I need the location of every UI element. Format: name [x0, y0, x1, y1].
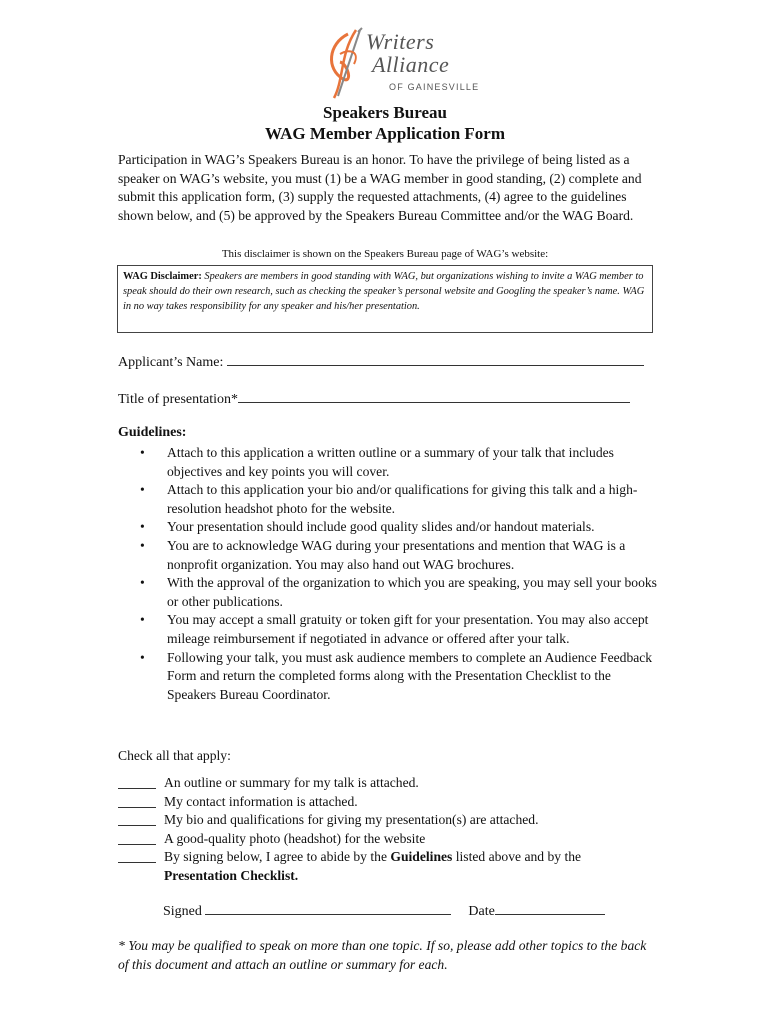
presentation-title-label: Title of presentation*	[118, 392, 239, 407]
list-item: • Attach to this application your bio and/or qualifications for giving this talk and a high-resolution headshot photo for the website.	[140, 482, 638, 516]
check-blank[interactable]	[118, 788, 156, 789]
footnote: * You may be qualified to speak on more than one topic. If so, please add other topics to the back of this document and attach an outline or summary for each.	[118, 938, 647, 972]
checklist-item: My bio and qualifications for giving my presentation(s) are attached.	[118, 811, 658, 830]
checklist-heading: Check all that apply:	[118, 748, 231, 763]
disclaimer-note: This disclaimer is shown on the Speakers Bureau page of WAG’s website:	[221, 248, 549, 260]
checklist-item-agree: By signing below, I agree to abide by the Guidelines listed above and by the Presentation Checklist.	[118, 848, 658, 885]
bullet-icon: •	[140, 612, 145, 628]
checklist-item: A good-quality photo (headshot) for the website	[118, 830, 658, 849]
intro-paragraph: Participation in WAG’s Speakers Bureau is an honor. To have the privilege of being listed as a speaker on WAG’s website, you must (1) be a WAG member in good standing, (2) complete and submit this application form, (3) supply the requested attachments, (4) agree to the guidelines shown below, and (5) be approved by the Speakers Bureau Committee and/or the WAG Board.	[118, 152, 642, 223]
applicant-name-row	[118, 352, 644, 371]
check-blank[interactable]	[118, 807, 156, 808]
list-item: • You are to acknowledge WAG during your presentations and mention that WAG is a nonprofit organization. You may also hand out WAG brochures.	[140, 537, 626, 572]
list-item: • Your presentation should include good quality slides and/or handout materials.	[140, 518, 660, 537]
bullet-icon: •	[140, 482, 145, 498]
check-blank[interactable]	[118, 844, 156, 845]
date-label: Date	[468, 904, 495, 919]
date-field[interactable]	[495, 901, 605, 915]
bullet-icon: •	[140, 649, 145, 665]
disclaimer-text: Speakers are members in good standing with WAG, but organizations wishing to invite a WAG member to speak should do their own research, such as checking the speaker’s personal website and Googling the speaker’s name. WAG in no way takes responsibility for any speaker and his/her presentation.	[123, 271, 645, 313]
applicant-name-label: Applicant’s Name:	[118, 355, 224, 370]
checklist-item: My contact information is attached.	[118, 793, 658, 812]
page-subtitle: WAG Member Application Form	[264, 124, 506, 143]
page-title: Speakers Bureau	[323, 103, 447, 122]
bullet-icon: •	[140, 537, 145, 553]
logo-wordmark: Writers Alliance	[366, 29, 450, 77]
disclaimer-label: WAG Disclaimer:	[123, 271, 202, 282]
list-item: • Following your talk, you must ask audience members to complete an Audience Feedback Form and return the completed forms along with the Presentation Checklist to the Speakers Bureau Coordinator.	[140, 649, 653, 702]
bullet-icon: •	[140, 575, 145, 591]
bullet-icon: •	[140, 519, 145, 535]
presentation-title-field[interactable]	[238, 389, 630, 403]
list-item: • You may accept a small gratuity or token gift for your presentation. You may also accept mileage reimbursement if negotiated in advance or offered after your talk.	[140, 612, 649, 646]
bullet-icon: •	[140, 445, 145, 460]
check-blank[interactable]	[118, 825, 156, 826]
signature-field[interactable]	[205, 901, 451, 915]
checklist	[118, 774, 658, 885]
list-item: • With the approval of the organization to which you are speaking, you may sell your books or other publications.	[140, 575, 657, 609]
signature-row	[163, 901, 605, 920]
check-blank[interactable]	[118, 862, 156, 863]
presentation-title-row	[118, 389, 630, 408]
logo-subtitle: OF GAINESVILLE	[389, 82, 480, 92]
guidelines-list	[140, 444, 660, 704]
signed-label: Signed	[163, 904, 202, 919]
list-item: • Attach to this application a written outline or a summary of your talk that includes objectives and key points you will cover.	[140, 445, 614, 479]
applicant-name-field[interactable]	[227, 352, 644, 366]
guidelines-heading: Guidelines:	[118, 425, 187, 440]
disclaimer-box	[117, 265, 653, 333]
checklist-item: An outline or summary for my talk is attached.	[118, 774, 658, 793]
